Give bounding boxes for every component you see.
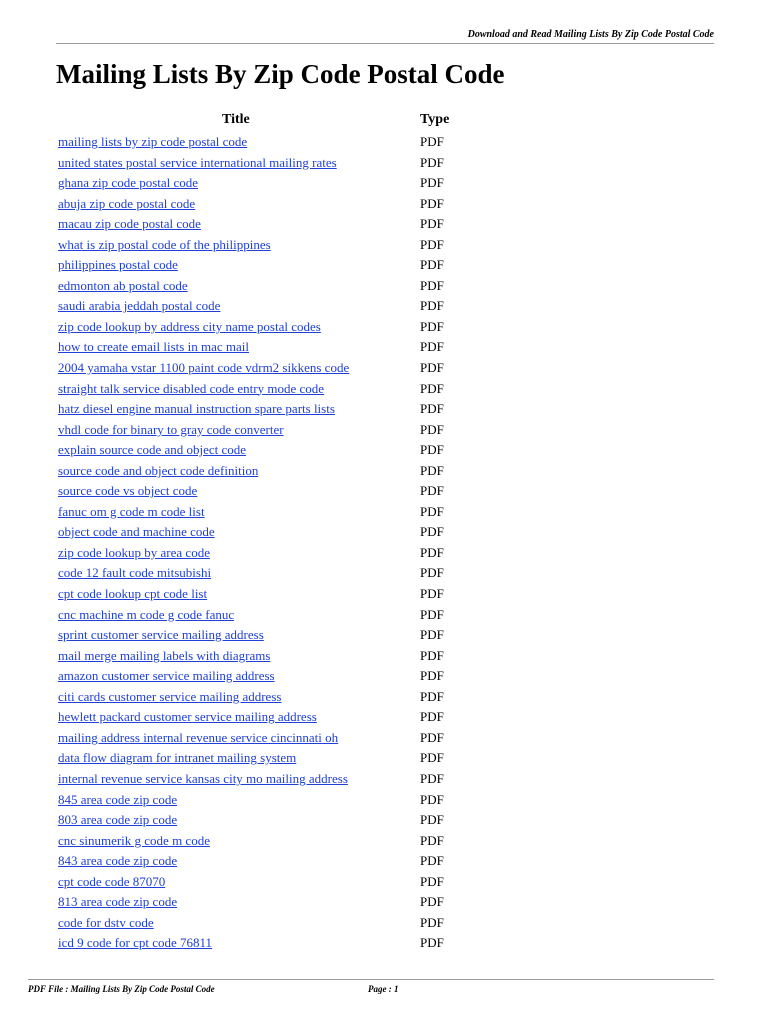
page-title: Mailing Lists By Zip Code Postal Code — [56, 59, 505, 89]
list-item — [58, 358, 478, 379]
list-item — [58, 933, 478, 954]
footer-page-number: Page : 1 — [368, 984, 399, 994]
list-item — [58, 276, 478, 297]
document-link[interactable]: citi cards customer service mailing address — [58, 688, 282, 704]
document-link[interactable]: code 12 fault code mitsubishi — [58, 565, 212, 581]
list-item — [58, 707, 478, 728]
document-type: PDF — [420, 380, 444, 396]
document-link[interactable]: data flow diagram for intranet mailing system — [58, 750, 297, 766]
document-link[interactable]: fanuc om g code m code list — [58, 503, 205, 519]
document-link[interactable]: 843 area code zip code — [58, 853, 178, 869]
column-header-type: Type — [420, 112, 450, 127]
document-type: PDF — [420, 729, 444, 745]
document-link[interactable]: cnc sinumerik g code m code — [58, 832, 210, 848]
list-item — [58, 440, 478, 461]
list-item — [58, 892, 478, 913]
document-type: PDF — [420, 770, 444, 786]
document-link[interactable]: amazon customer service mailing address — [58, 668, 275, 684]
document-link[interactable]: icd 9 code for cpt code 76811 — [58, 935, 213, 951]
list-item — [58, 913, 478, 934]
column-header-title: Title — [222, 112, 250, 127]
document-link[interactable]: macau zip code postal code — [58, 216, 201, 232]
document-link[interactable]: 2004 yamaha vstar 1100 paint code vdrm2 sikkens code — [58, 360, 350, 376]
document-type: PDF — [420, 236, 444, 252]
document-link[interactable]: mailing lists by zip code postal code — [58, 134, 248, 149]
list-item — [58, 481, 478, 502]
list-item — [58, 543, 478, 564]
document-link[interactable]: ghana zip code postal code — [58, 175, 199, 191]
header-text: Download and Read Mailing Lists By Zip Code Postal Code — [467, 29, 714, 40]
document-link[interactable]: hatz diesel engine manual instruction spare parts lists — [58, 401, 335, 417]
document-link[interactable]: cpt code lookup cpt code list — [58, 586, 208, 602]
document-link[interactable]: sprint customer service mailing address — [58, 627, 264, 643]
list-item — [58, 728, 478, 749]
document-link[interactable]: saudi arabia jeddah postal code — [58, 298, 221, 314]
document-type: PDF — [420, 853, 444, 869]
document-type: PDF — [420, 647, 444, 663]
list-item — [58, 379, 478, 400]
document-link[interactable]: 803 area code zip code — [58, 812, 178, 828]
document-link[interactable]: cnc machine m code g code fanuc — [58, 606, 235, 622]
list-item — [58, 296, 478, 317]
list-item — [58, 255, 478, 276]
document-link[interactable]: mail merge mailing labels with diagrams — [58, 647, 271, 663]
document-link[interactable]: 813 area code zip code — [58, 894, 178, 910]
list-item — [58, 831, 478, 852]
document-type: PDF — [420, 606, 444, 622]
list-item — [58, 851, 478, 872]
document-type: PDF — [420, 298, 444, 314]
document-type: PDF — [420, 627, 444, 643]
document-link[interactable]: abuja zip code postal code — [58, 195, 196, 211]
document-link[interactable]: how to create email lists in mac mail — [58, 339, 249, 355]
document-type: PDF — [420, 688, 444, 704]
list-item — [58, 646, 478, 667]
list-item — [58, 748, 478, 769]
list-item — [58, 399, 478, 420]
document-type: PDF — [420, 360, 444, 376]
document-link[interactable]: straight talk service disabled code entry mode code — [58, 380, 325, 396]
document-type: PDF — [420, 524, 444, 540]
list-item — [58, 625, 478, 646]
list-item — [58, 502, 478, 523]
document-link[interactable]: zip code lookup by address city name postal codes — [58, 318, 321, 334]
document-link[interactable]: edmonton ab postal code — [58, 277, 188, 293]
document-type: PDF — [420, 257, 444, 273]
list-item — [58, 666, 478, 687]
document-type: PDF — [420, 483, 444, 499]
list-item — [58, 872, 478, 893]
list-item — [58, 337, 478, 358]
document-type: PDF — [420, 401, 444, 417]
document-type: PDF — [420, 894, 444, 910]
list-item — [58, 605, 478, 626]
document-type: PDF — [420, 503, 444, 519]
list-item — [58, 584, 478, 605]
document-type: PDF — [420, 873, 444, 889]
document-type: PDF — [420, 668, 444, 684]
document-type: PDF — [420, 544, 444, 560]
list-item — [58, 173, 478, 194]
list-item — [58, 194, 478, 215]
document-type: PDF — [420, 134, 444, 149]
document-type: PDF — [420, 318, 444, 334]
document-link[interactable]: explain source code and object code — [58, 442, 247, 458]
footer-file-label: PDF File : Mailing Lists By Zip Code Postal Code — [28, 984, 215, 994]
header-divider — [56, 43, 714, 44]
document-type: PDF — [420, 586, 444, 602]
document-type: PDF — [420, 791, 444, 807]
list-item — [58, 461, 478, 482]
document-type: PDF — [420, 709, 444, 725]
document-link[interactable]: 845 area code zip code — [58, 791, 178, 807]
document-link[interactable]: source code and object code definition — [58, 462, 259, 478]
document-list — [58, 132, 478, 954]
document-type: PDF — [420, 175, 444, 191]
list-item — [58, 214, 478, 235]
document-link[interactable]: internal revenue service kansas city mo mailing address — [58, 770, 348, 786]
list-item — [58, 132, 478, 153]
list-item — [58, 790, 478, 811]
list-item — [58, 420, 478, 441]
list-item — [58, 769, 478, 790]
document-link[interactable]: mailing address internal revenue service cincinnati oh — [58, 729, 339, 745]
document-link[interactable]: what is zip postal code of the philippines — [58, 236, 271, 252]
document-type: PDF — [420, 442, 444, 458]
document-type: PDF — [420, 750, 444, 766]
document-link[interactable]: object code and machine code — [58, 524, 215, 540]
document-link[interactable]: cpt code code 87070 — [58, 873, 166, 889]
document-link[interactable]: hewlett packard customer service mailing address — [58, 709, 317, 725]
document-link[interactable]: vhdl code for binary to gray code converter — [58, 421, 284, 437]
document-type: PDF — [420, 914, 444, 930]
document-type: PDF — [420, 216, 444, 232]
document-link[interactable]: code for dstv code — [58, 914, 154, 930]
document-type: PDF — [420, 565, 444, 581]
list-item — [58, 563, 478, 584]
document-type: PDF — [420, 832, 444, 848]
document-type: PDF — [420, 935, 444, 951]
document-link[interactable]: source code vs object code — [58, 483, 198, 499]
document-type: PDF — [420, 421, 444, 437]
document-type: PDF — [420, 812, 444, 828]
list-item — [58, 522, 478, 543]
document-type: PDF — [420, 462, 444, 478]
document-link[interactable]: united states postal service international mailing rates — [58, 154, 337, 170]
list-item — [58, 153, 478, 174]
list-item — [58, 687, 478, 708]
list-item — [58, 235, 478, 256]
list-item — [58, 317, 478, 338]
document-type: PDF — [420, 195, 444, 211]
document-link[interactable]: philippines postal code — [58, 257, 178, 273]
list-item — [58, 810, 478, 831]
document-type: PDF — [420, 339, 444, 355]
document-type: PDF — [420, 277, 444, 293]
document-type: PDF — [420, 154, 444, 170]
document-link[interactable]: zip code lookup by area code — [58, 544, 210, 560]
footer-divider — [28, 979, 714, 980]
